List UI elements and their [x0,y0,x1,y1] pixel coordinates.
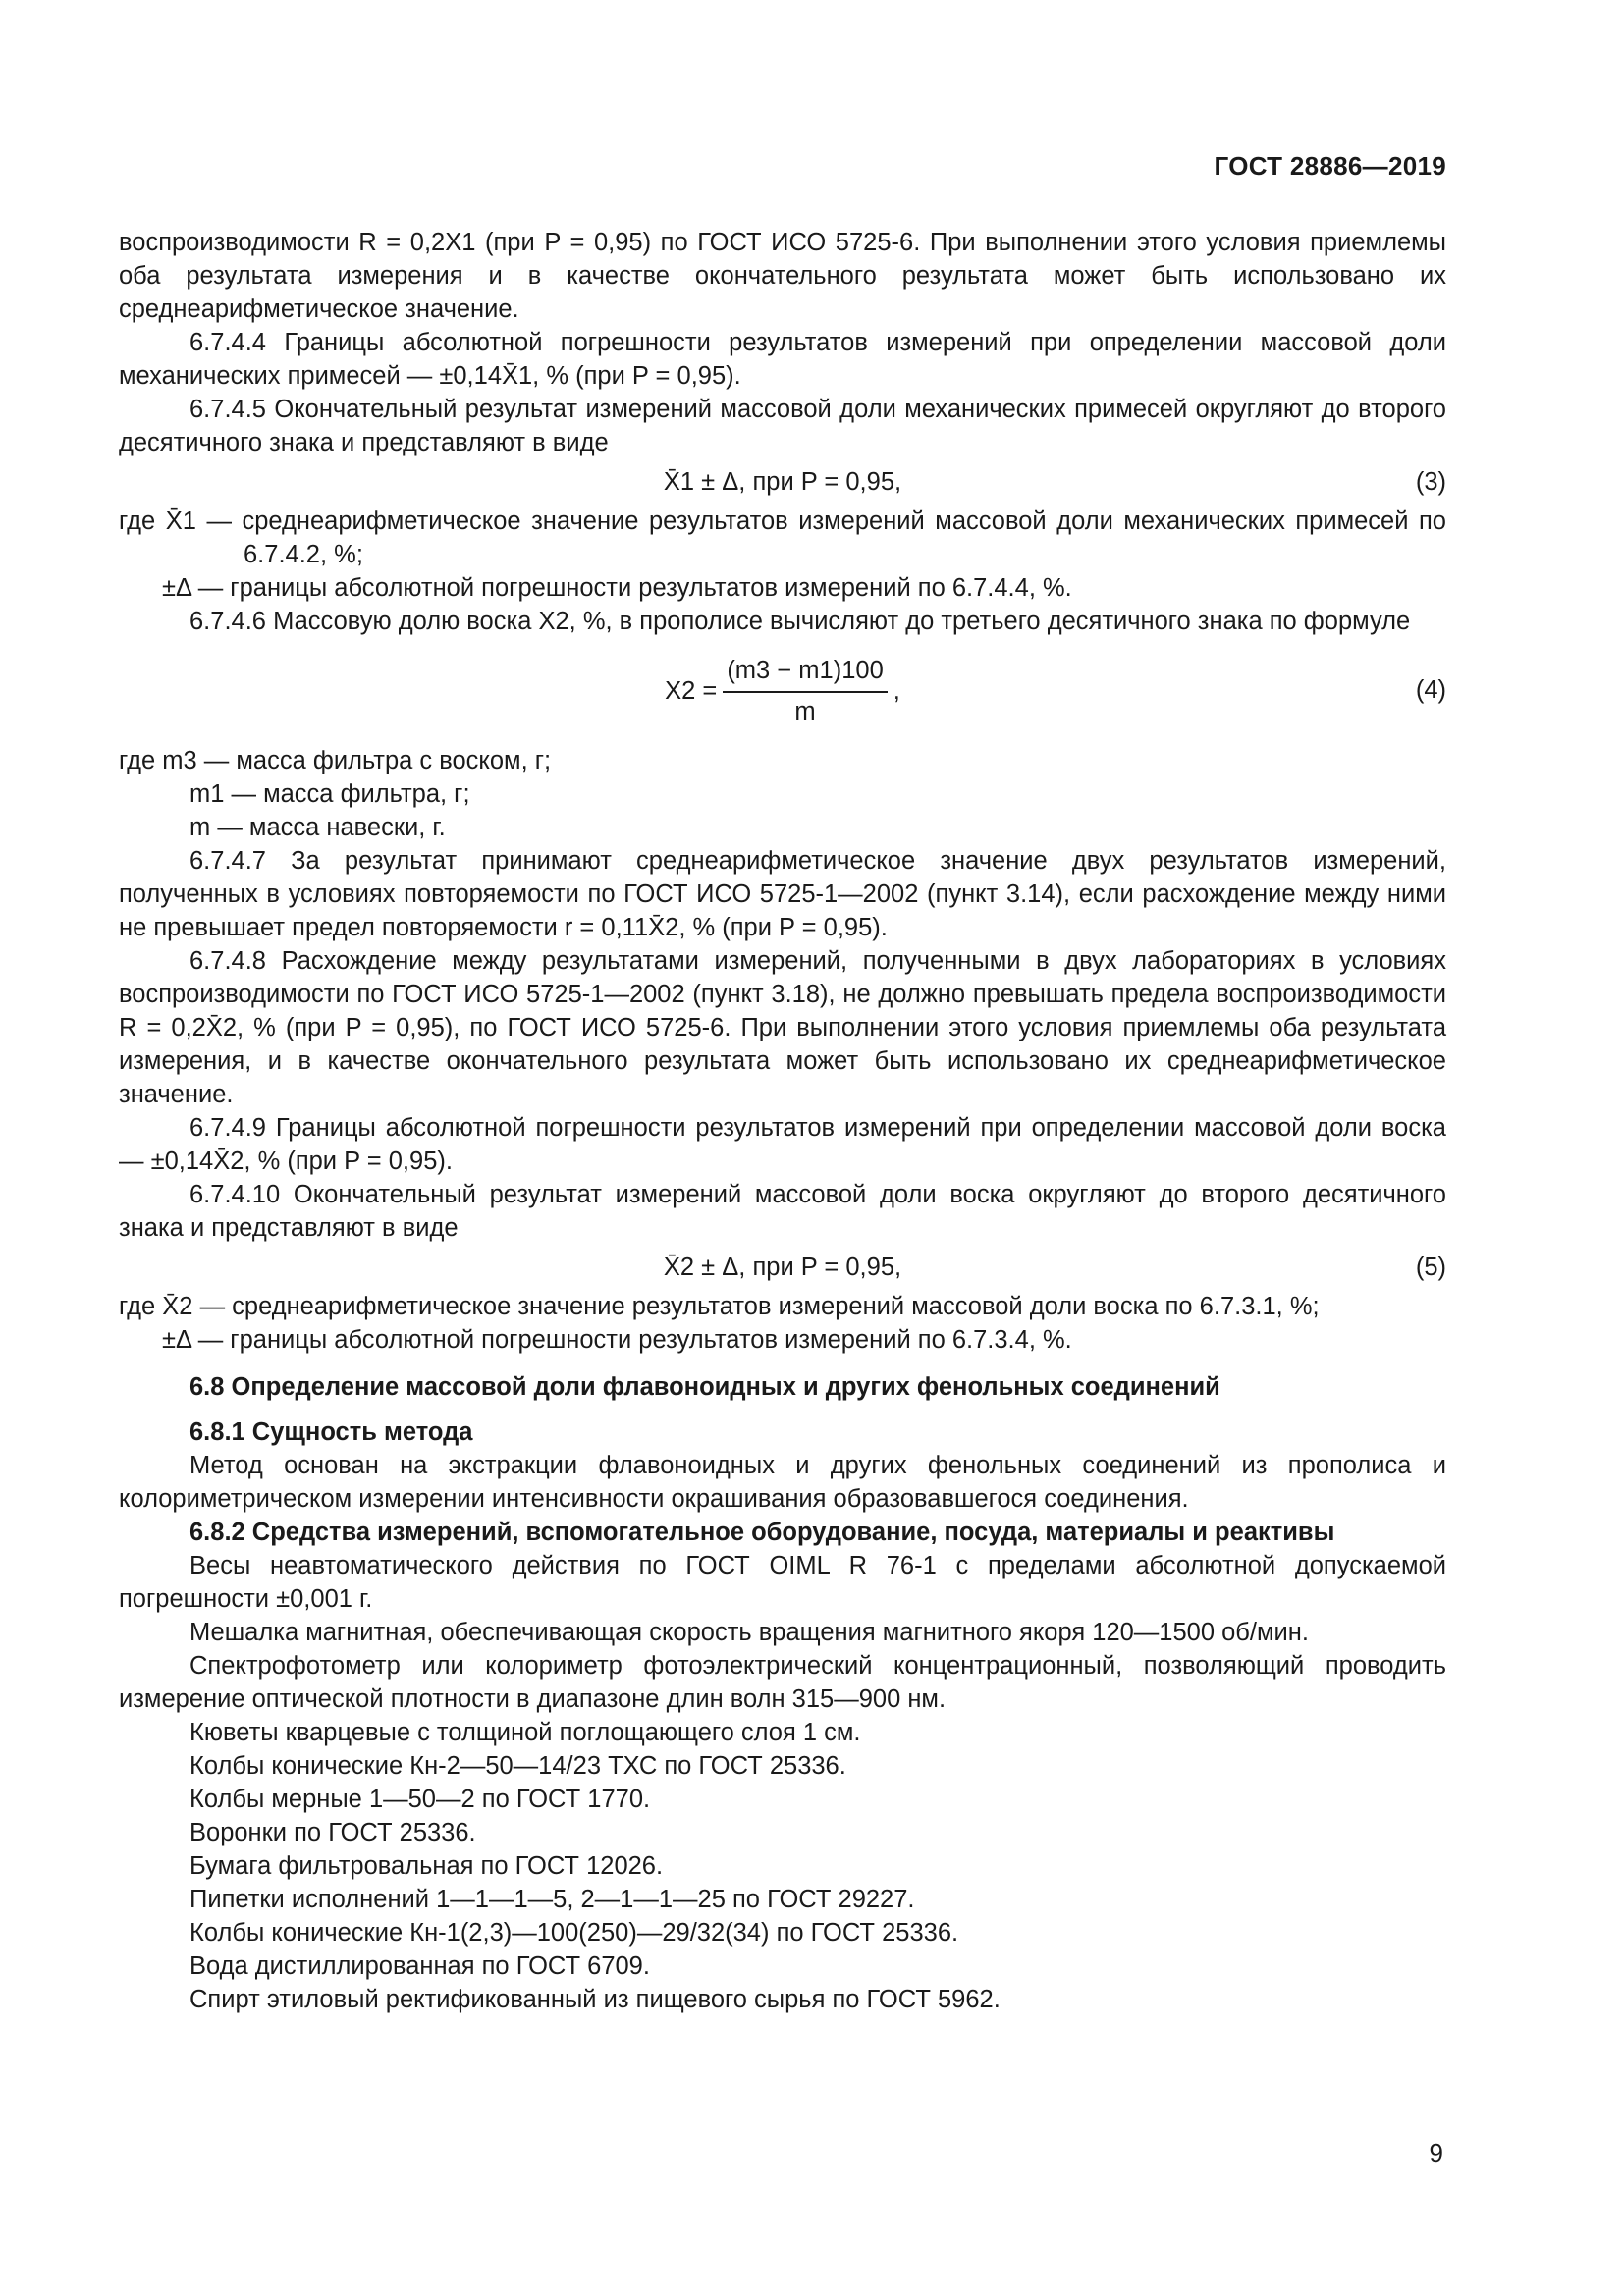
paragraph-6-7-4-7: 6.7.4.7 За результат принимают среднеарифметическое значение двух результатов измерений, полученных в условиях повторяемости по ГОСТ ИСО 5725-1—2002 (пункт 3.14), если расхождение между ними не превышает предел повторяемости r = 0,11X̄2, % (при P = 0,95). [119,847,1446,941]
formula-5 [119,1245,1446,1290]
formula-3-expression: X̄1 ± Δ, при P = 0,95, [663,468,902,496]
equipment-item: Колбы конические Кн-1(2,3)—100(250)—29/32(34) по ГОСТ 25336. [189,1919,959,1947]
page-number: 9 [1429,2138,1443,2167]
equipment-list [119,1549,1446,2016]
paragraph-6-7-4-6: 6.7.4.6 Массовую долю воска X2, %, в прополисе вычисляют до третьего десятичного знака по формуле [189,608,1411,635]
where-4-m3: где m3 — масса фильтра с воском, г; [119,747,552,774]
formula-5-expression: X̄2 ± Δ, при P = 0,95, [663,1254,902,1281]
subsection-heading-6-8-1: 6.8.1 Сущность метода [189,1418,473,1446]
equipment-item: Вода дистиллированная по ГОСТ 6709. [189,1952,650,1980]
formula-3 [119,459,1446,505]
paragraph-continuation: воспроизводимости R = 0,2X1 (при P = 0,95) по ГОСТ ИСО 5725-6. При выполнении этого условия приемлемы оба результата измерения и в качестве окончательного результата может быть использовано их среднеарифметическое значение. [119,229,1446,323]
equipment-item: Бумага фильтровальная по ГОСТ 12026. [189,1852,664,1880]
equipment-item: Колбы конические Кн-2—50—14/23 ТХС по ГОСТ 25336. [189,1752,846,1780]
formula-4 [119,644,1446,738]
equipment-item: Кюветы кварцевые с толщиной поглощающего слоя 1 см. [189,1719,861,1746]
formula-4-numerator: (m3 − m1)100 [723,652,887,693]
section-heading-6-8: 6.8 Определение массовой доли флавоноидных и других фенольных соединений [189,1373,1220,1401]
paragraph-6-7-4-5: 6.7.4.5 Окончательный результат измерений массовой доли механических примесей округляют до второго десятичного знака и представляют в виде [119,396,1446,456]
where-4-m: m — масса навески, г. [189,814,446,841]
formula-3-number: (3) [1415,468,1446,496]
equipment-item: Спирт этиловый ректификованный из пищевого сырья по ГОСТ 5962. [189,1986,1001,2013]
subsection-heading-6-8-2: 6.8.2 Средства измерений, вспомогательное оборудование, посуда, материалы и реактивы [189,1519,1335,1546]
where-3-mean: где X̄1 — среднеарифметическое значение результатов измерений массовой доли механических примесей по 6.7.4.2, %; [119,507,1446,568]
paragraph-6-8-1: Метод основан на экстракции флавоноидных и других фенольных соединений из прополиса и колориметрическом измерении интенсивности окрашивания образовавшегося соединения. [119,1452,1446,1513]
equipment-item: Колбы мерные 1—50—2 по ГОСТ 1770. [189,1786,651,1813]
paragraph-6-7-4-8: 6.7.4.8 Расхождение между результатами измерений, полученными в двух лабораториях в условиях воспроизводимости по ГОСТ ИСО 5725-1—2002 (пункт 3.18), не должно превышать предела воспроизводимости R = 0,2X̄2, % (при P = 0,95), по ГОСТ ИСО 5725-6. При выполнении этого условия приемлемы оба результата измерения, и в качестве окончательного результата может быть использовано их среднеарифметическое значение. [119,947,1446,1108]
formula-4-number: (4) [1415,676,1446,704]
paragraph-6-7-4-10: 6.7.4.10 Окончательный результат измерений массовой доли воска округляют до второго десятичного знака и представляют в виде [119,1181,1446,1242]
equipment-item: Мешалка магнитная, обеспечивающая скорость вращения магнитного якоря 120—1500 об/мин. [189,1619,1309,1646]
equipment-item: Весы неавтоматического действия по ГОСТ OIML R 76-1 с пределами абсолютной допускаемой погрешности ±0,001 г. [119,1552,1446,1613]
paragraph-6-7-4-4: 6.7.4.4 Границы абсолютной погрешности результатов измерений при определении массовой доли механических примесей — ±0,14X̄1, % (при P = 0,95). [119,329,1446,390]
equipment-item: Воронки по ГОСТ 25336. [189,1819,476,1846]
formula-5-number: (5) [1415,1254,1446,1281]
formula-4-comma: , [893,677,900,705]
document-header: ГОСТ 28886—2019 [1214,151,1446,181]
paragraph-6-7-4-9: 6.7.4.9 Границы абсолютной погрешности результатов измерений при определении массовой доли воска — ±0,14X̄2, % (при P = 0,95). [119,1114,1446,1175]
equipment-item: Пипетки исполнений 1—1—1—5, 2—1—1—25 по ГОСТ 29227. [189,1886,915,1913]
formula-4-fraction [723,652,887,730]
where-5-delta: ±Δ — границы абсолютной погрешности результатов измерений по 6.7.3.4, %. [162,1326,1072,1354]
formula-4-denominator: m [794,698,816,725]
where-3-delta: ±Δ — границы абсолютной погрешности результатов измерений по 6.7.4.4, %. [162,574,1072,602]
where-4-m1: m1 — масса фильтра, г; [189,780,470,808]
formula-4-lhs: X2 = [665,677,718,705]
where-5-mean: где X̄2 — среднеарифметическое значение результатов измерений массовой доли воска по 6.7.3.1, %; [119,1293,1320,1320]
page-body [119,226,1446,2016]
equipment-item: Спектрофотометр или колориметр фотоэлектрический концентрационный, позволяющий проводить измерение оптической плотности в диапазоне длин волн 315—900 нм. [119,1652,1446,1713]
